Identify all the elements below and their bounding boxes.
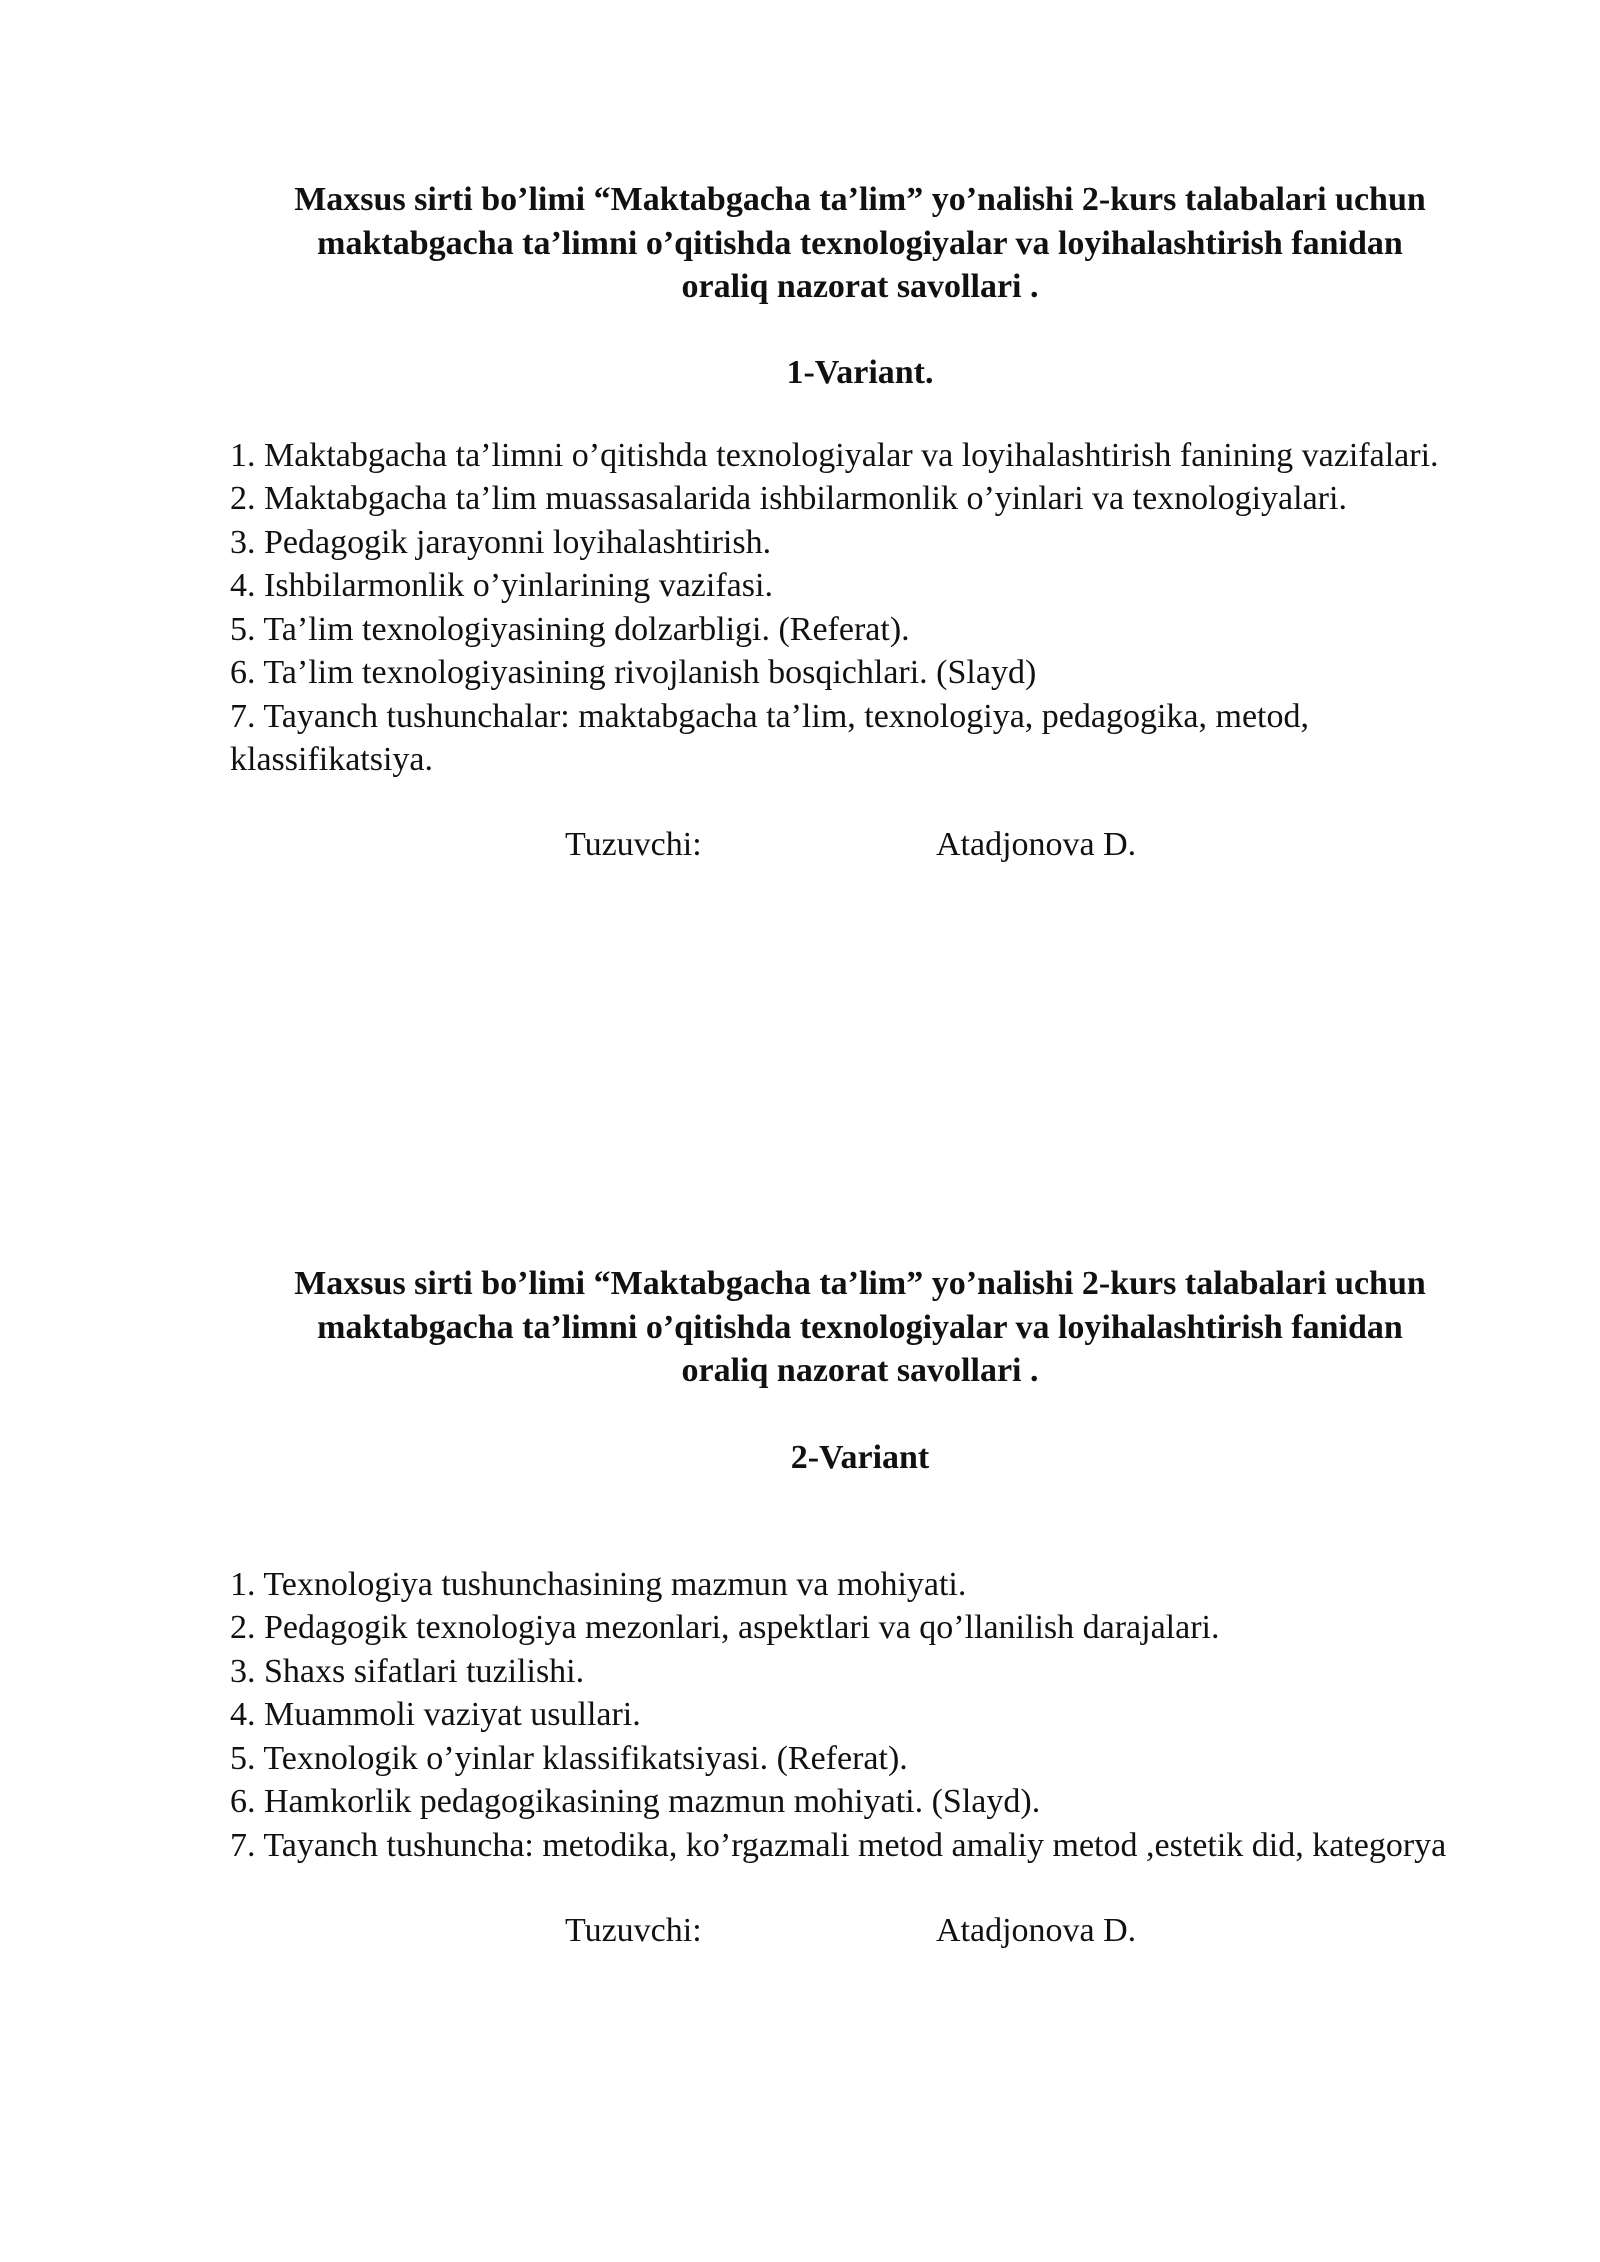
- question-item: 1. Maktabgacha ta’limni o’qitishda texnologiyalar va loyihalashtirish fanining vazifalari.: [230, 436, 1439, 474]
- variant-1-author-line: [230, 823, 1490, 867]
- question-item: 7. Tayanch tushuncha: metodika, ko’rgazmali metod amaliy metod ,estetik did, kategorya: [230, 1826, 1447, 1864]
- author-label: Tuzuvchi:: [565, 1912, 702, 1949]
- heading-line: maktabgacha ta’limni o’qitishda texnologiyalar va loyihalashtirish fanidan: [317, 1308, 1403, 1346]
- question-item: 3. Shaxs sifatlari tuzilishi.: [230, 1652, 585, 1690]
- author-name: Atadjonova D.: [936, 825, 1137, 863]
- question-item: 6. Ta’lim texnologiyasining rivojlanish bosqichlari. (Slayd): [230, 654, 1037, 691]
- variant-1-heading: [230, 178, 1490, 309]
- question-item: 4. Ishbilarmonlik o’yinlarining vazifasi.: [230, 567, 773, 604]
- question-item: 1. Texnologiya tushunchasining mazmun va mohiyati.: [230, 1565, 967, 1603]
- author-label: Tuzuvchi:: [565, 825, 702, 863]
- variant-1-section: [230, 178, 1490, 867]
- question-item: 5. Ta’lim texnologiyasining dolzarbligi. (Referat).: [230, 610, 910, 648]
- question-item: 2. Pedagogik texnologiya mezonlari, aspektlari va qo’llanilish darajalari.: [230, 1609, 1220, 1646]
- heading-line: maktabgacha ta’limni o’qitishda texnologiyalar va loyihalashtirish fanidan: [317, 224, 1403, 262]
- question-item: 6. Hamkorlik pedagogikasining mazmun mohiyati. (Slayd).: [230, 1783, 1041, 1820]
- variant-2-title: 2-Variant: [790, 1438, 930, 1476]
- question-item: 2. Maktabgacha ta’lim muassasalarida ishbilarmonlik o’yinlari va texnologiyalari.: [230, 480, 1347, 517]
- question-item: 5. Texnologik o’yinlar klassifikatsiyasi. (Referat).: [230, 1739, 908, 1777]
- question-item: 4. Muammoli vaziyat usullari.: [230, 1696, 641, 1733]
- variant-1-question-list: [230, 434, 1490, 782]
- question-item: 7. Tayanch tushunchalar: maktabgacha ta’lim, texnologiya, pedagogika, metod, klassifikatsiya.: [230, 697, 1309, 778]
- variant-1-title: 1-Variant.: [786, 353, 934, 391]
- variant-2-heading: [230, 1262, 1490, 1393]
- variant-2-author-line: [230, 1909, 1490, 1953]
- question-item: 3. Pedagogik jarayonni loyihalashtirish.: [230, 523, 772, 561]
- heading-line: Maxsus sirti bo’limi “Maktabgacha ta’lim” yo’nalishi 2-kurs talabalari uchun: [294, 181, 1426, 218]
- author-name: Atadjonova D.: [936, 1912, 1137, 1949]
- heading-line: oraliq nazorat savollari .: [681, 268, 1039, 305]
- heading-line: oraliq nazorat savollari .: [681, 1352, 1039, 1389]
- variant-2-question-list: [230, 1563, 1490, 1868]
- variant-2-section: [230, 1262, 1490, 1953]
- heading-line: Maxsus sirti bo’limi “Maktabgacha ta’lim” yo’nalishi 2-kurs talabalari uchun: [294, 1265, 1426, 1302]
